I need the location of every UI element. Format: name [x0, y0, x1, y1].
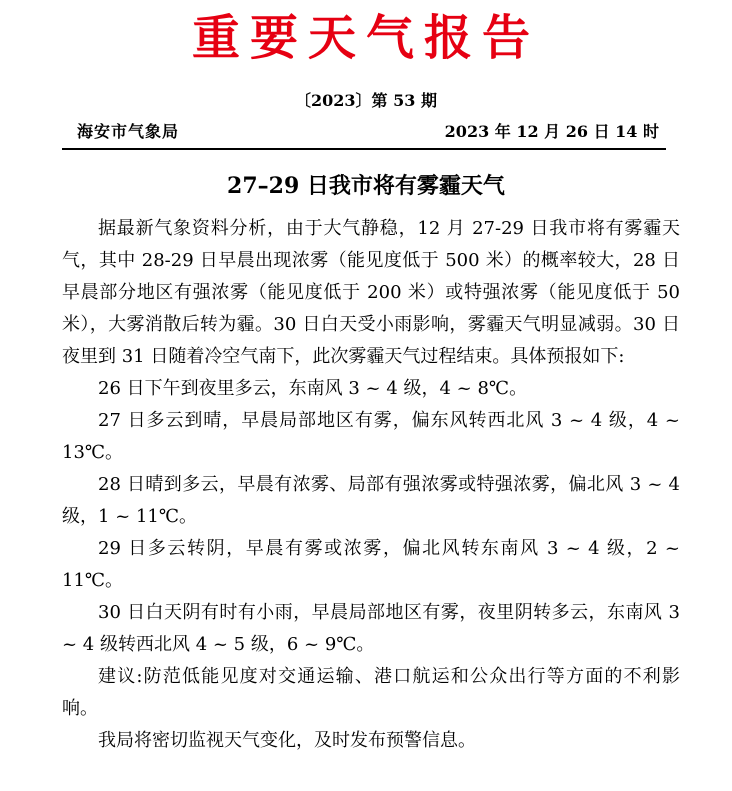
- meta-row: [77, 121, 667, 145]
- issue-datetime: 2023 年 12 月 26 日 14 时: [444, 122, 659, 141]
- paragraph-day-27: 27 日多云到晴，早晨局部地区有雾，偏东风转西北风 3 ~ 4 级，4 ~ 13℃。: [62, 410, 680, 463]
- paragraph-day-28: 28 日晴到多云，早晨有浓雾、局部有强浓雾或特强浓雾，偏北风 3 ~ 4 级，1 ~ 11℃。: [62, 474, 680, 527]
- paragraph-closing: 我局将密切监视天气变化，及时发布预警信息。: [98, 730, 476, 751]
- paragraph-summary: 据最新气象资料分析，由于大气静稳，12 月 27-29 日我市将有雾霾天气，其中 28-29 日早晨出现浓雾（能见度低于 500 米）的概率较大，28 日早晨部分地区有强浓雾（能见度低于 200 米）或特强浓雾（能见度低于 50 米），大雾消散后转为霾。30 日白天受小雨影响，雾霾天气明显减弱。30 日夜里到 31 日随着冷空气南下，此次雾霾天气过程结束。具体预报如下:: [62, 218, 680, 367]
- article-body: [62, 213, 680, 757]
- header-divider: [62, 148, 666, 150]
- paragraph-day-29: 29 日多云转阴，早晨有雾或浓雾，偏北风转东南风 3 ~ 4 级，2 ~ 11℃。: [62, 538, 680, 591]
- paragraph-day-26: 26 日下午到夜里多云，东南风 3 ~ 4 级，4 ~ 8℃。: [98, 378, 528, 399]
- issue-number: 〔2023〕第 53 期: [295, 91, 437, 110]
- paragraph-advice: 建议:防范低能见度对交通运输、港口航运和公众出行等方面的不利影响。: [62, 666, 680, 719]
- article-headline: 27–29 日我市将有雾霾天气: [227, 173, 505, 199]
- issuing-agency: 海安市气象局: [77, 122, 180, 141]
- masthead-title: 重要天气报告: [191, 10, 540, 66]
- paragraph-day-30: 30 日白天阴有时有小雨，早晨局部地区有雾，夜里阴转多云，东南风 3 ~ 4 级转西北风 4 ~ 5 级，6 ~ 9℃。: [62, 602, 680, 655]
